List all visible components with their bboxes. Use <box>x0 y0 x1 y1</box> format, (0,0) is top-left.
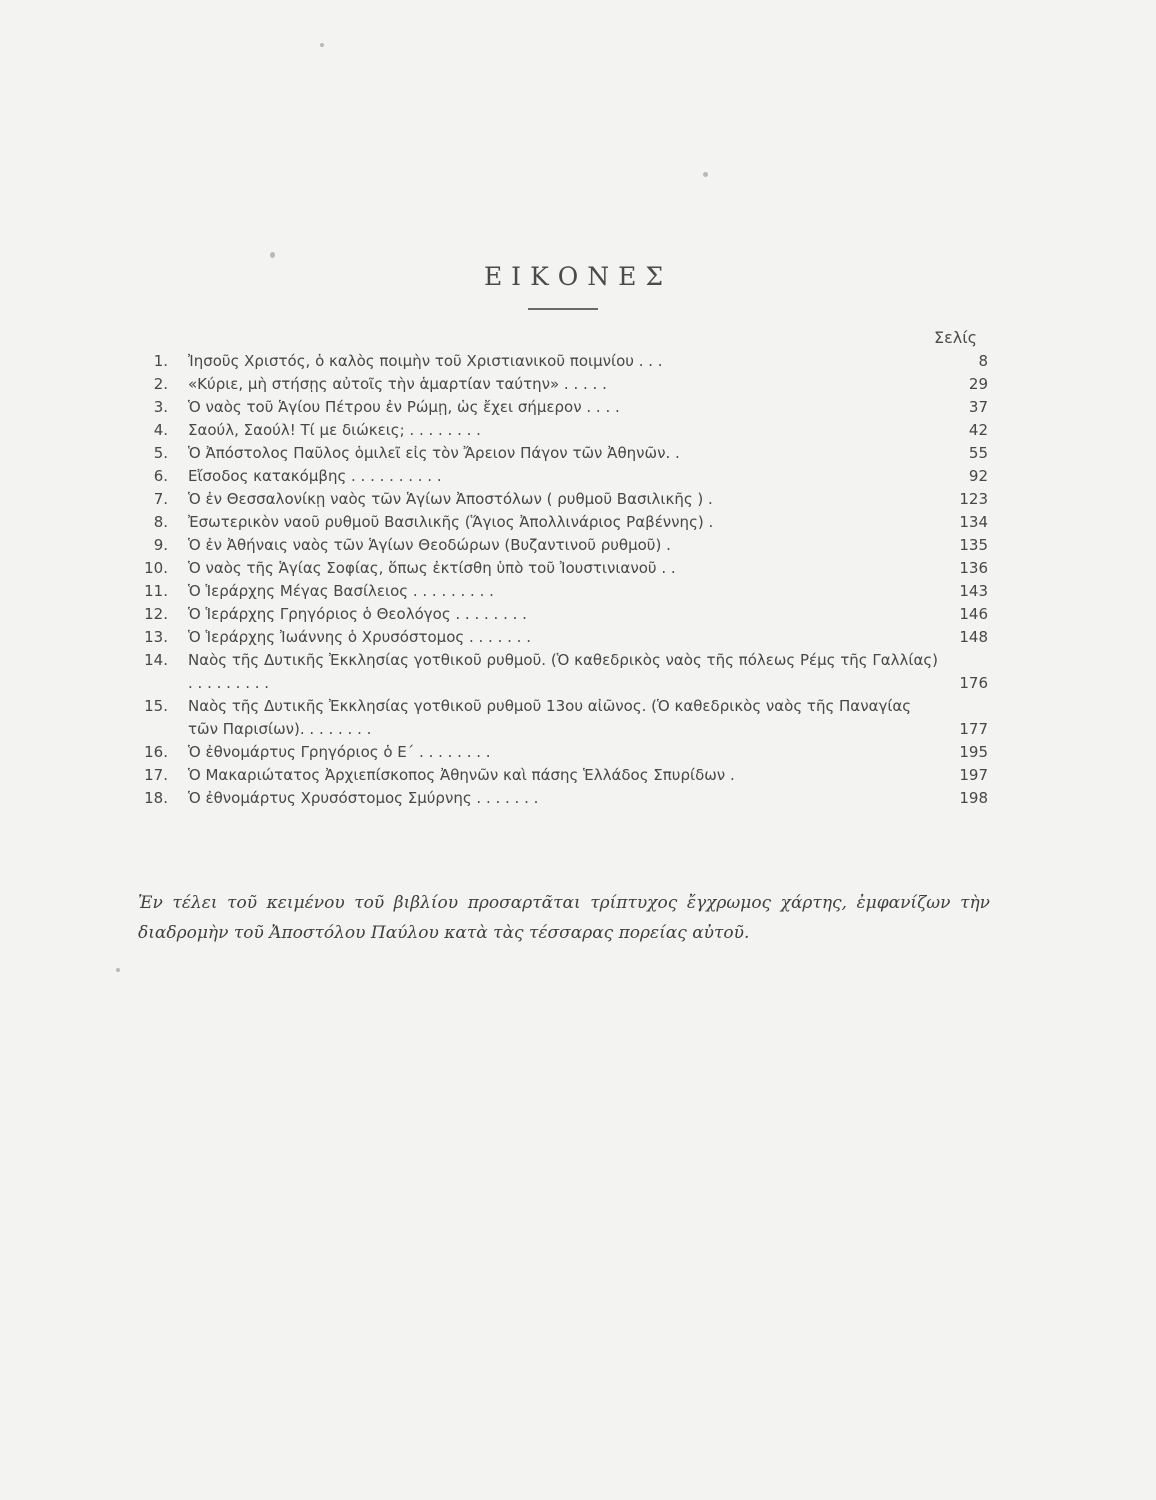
figure-page-number: 37 <box>968 398 988 416</box>
paper-speck <box>320 43 324 47</box>
figure-entry <box>140 465 1000 488</box>
figure-page-number: 29 <box>968 375 988 393</box>
figure-caption: Ὁ ἐν Θεσσαλονίκῃ ναὸς τῶν Ἁγίων Ἀποστόλων ( ρυθμοῦ Βασιλικῆς ) . <box>188 490 713 508</box>
figure-caption: Ὁ ναὸς τοῦ Ἁγίου Πέτρου ἐν Ρώμῃ, ὡς ἔχει σήμερον . . . . <box>188 398 620 416</box>
figure-caption: Ὁ Ἱεράρχης Γρηγόριος ὁ Θεολόγος . . . . . . . . <box>188 605 527 623</box>
pages-column-header: Σελίς <box>934 328 978 347</box>
figure-number: 12. <box>144 605 168 623</box>
figure-number: 7. <box>153 490 168 508</box>
figure-caption: Ὁ ἐθνομάρτυς Γρηγόριος ὁ Ε΄ . . . . . . . . <box>188 743 491 761</box>
figure-page-number: 197 <box>959 766 988 784</box>
figure-entry <box>140 764 1000 787</box>
figure-caption: «Κύριε, μὴ στήσῃς αὐτοῖς τὴν ἁμαρτίαν ταύτην» . . . . . <box>188 375 607 393</box>
figure-entry <box>140 511 1000 534</box>
figure-page-number: 148 <box>959 628 988 646</box>
figure-caption: Ὁ ναὸς τῆς Ἁγίας Σοφίας, ὅπως ἐκτίσθη ὑπὸ τοῦ Ἰουστινιανοῦ . . <box>188 559 676 577</box>
figure-entry <box>140 557 1000 580</box>
figures-list <box>140 350 1000 810</box>
figure-entry <box>140 419 1000 442</box>
figure-page-number: 195 <box>959 743 988 761</box>
figure-number: 9. <box>153 536 168 554</box>
paper-speck <box>116 968 120 972</box>
figure-entry <box>140 787 1000 810</box>
figure-caption: Σαούλ, Σαούλ! Τί με διώκεις; . . . . . . . . <box>188 421 481 439</box>
figure-caption: Ὁ ἐν Ἀθήναις ναὸς τῶν Ἁγίων Θεοδώρων (Βυζαντινοῦ ρυθμοῦ) . <box>188 536 671 554</box>
figure-page-number: 135 <box>959 536 988 554</box>
figure-number: 13. <box>144 628 168 646</box>
figure-entry <box>140 741 1000 764</box>
figure-entry <box>140 603 1000 626</box>
paper-speck <box>703 172 708 177</box>
figure-page-number: 92 <box>968 467 988 485</box>
figure-number: 10. <box>144 559 168 577</box>
figure-caption: Ὁ Ἱεράρχης Ἰωάννης ὁ Χρυσόστομος . . . . . . . <box>188 628 531 646</box>
figure-number: 8. <box>153 513 168 531</box>
figure-entry <box>140 580 1000 603</box>
figure-number: 1. <box>153 352 168 370</box>
figure-caption: Ὁ Ἱεράρχης Μέγας Βασίλειος . . . . . . . . . <box>188 582 494 600</box>
figure-page-number: 8 <box>978 352 988 370</box>
figure-caption: Ὁ ἐθνομάρτυς Χρυσόστομος Σμύρνης . . . . . . . <box>188 789 539 807</box>
figure-number: 6. <box>153 467 168 485</box>
figure-caption: Ναὸς τῆς Δυτικῆς Ἐκκλησίας γοτθικοῦ ρυθμοῦ. (Ὁ καθεδρικὸς ναὸς τῆς πόλεως Ρέμς τῆς Γαλλίας) . . . . . . . . . <box>188 651 938 692</box>
figure-number: 2. <box>153 375 168 393</box>
figure-number: 14. <box>144 651 168 669</box>
figure-page-number: 134 <box>959 513 988 531</box>
figure-entry <box>140 396 1000 419</box>
figure-entry <box>140 534 1000 557</box>
map-note: Ἐν τέλει τοῦ κειμένου τοῦ βιβλίου προσαρτᾶται τρίπτυχος ἔγχρωμος χάρτης, ἐμφανίζων τὴν διαδρομὴν τοῦ Ἀποστόλου Παύλου κατὰ τὰς τέσσαρας πορείας αὐτοῦ. <box>138 893 990 943</box>
figure-number: 15. <box>144 697 168 715</box>
figure-entry <box>140 373 1000 396</box>
figure-page-number: 136 <box>959 559 988 577</box>
figure-page-number: 55 <box>968 444 988 462</box>
figure-entry <box>140 442 1000 465</box>
figure-entry <box>140 649 1000 695</box>
figure-number: 18. <box>144 789 168 807</box>
figure-caption: Εἴσοδος κατακόμβης . . . . . . . . . . <box>188 467 442 485</box>
figure-number: 4. <box>153 421 168 439</box>
figure-page-number: 177 <box>959 720 988 738</box>
figure-page-number: 143 <box>959 582 988 600</box>
title-underline <box>528 308 598 310</box>
figure-entry <box>140 350 1000 373</box>
paper-speck <box>270 252 275 258</box>
figure-number: 17. <box>144 766 168 784</box>
figure-caption: Ὁ Μακαριώτατος Ἀρχιεπίσκοπος Ἀθηνῶν καὶ πάσης Ἑλλάδος Σπυρίδων . <box>188 766 735 784</box>
figure-number: 16. <box>144 743 168 761</box>
figure-page-number: 42 <box>968 421 988 439</box>
figure-page-number: 176 <box>959 674 988 692</box>
figure-number: 11. <box>144 582 168 600</box>
figure-page-number: 198 <box>959 789 988 807</box>
figure-number: 5. <box>153 444 168 462</box>
figure-caption: Ὁ Ἀπόστολος Παῦλος ὁμιλεῖ εἰς τὸν Ἄρειον Πάγον τῶν Ἀθηνῶν. . <box>188 444 680 462</box>
page-title: ΕΙΚΟΝΕΣ <box>483 262 673 291</box>
figure-entry <box>140 626 1000 649</box>
figure-caption: Ναὸς τῆς Δυτικῆς Ἐκκλησίας γοτθικοῦ ρυθμοῦ 13ου αἰῶνος. (Ὁ καθεδρικὸς ναὸς τῆς Παναγίας τῶν Παρισίων). . . . . . . . <box>188 697 912 738</box>
figure-caption: Ἰησοῦς Χριστός, ὁ καλὸς ποιμὴν τοῦ Χριστιανικοῦ ποιμνίου . . . <box>188 352 663 370</box>
figure-page-number: 146 <box>959 605 988 623</box>
figure-entry <box>140 488 1000 511</box>
figure-entry <box>140 695 1000 741</box>
figure-page-number: 123 <box>959 490 988 508</box>
figure-caption: Ἐσωτερικὸν ναοῦ ρυθμοῦ Βασιλικῆς (Ἅγιος Ἀπολλινάριος Ραβέννης) . <box>188 513 714 531</box>
figure-number: 3. <box>153 398 168 416</box>
